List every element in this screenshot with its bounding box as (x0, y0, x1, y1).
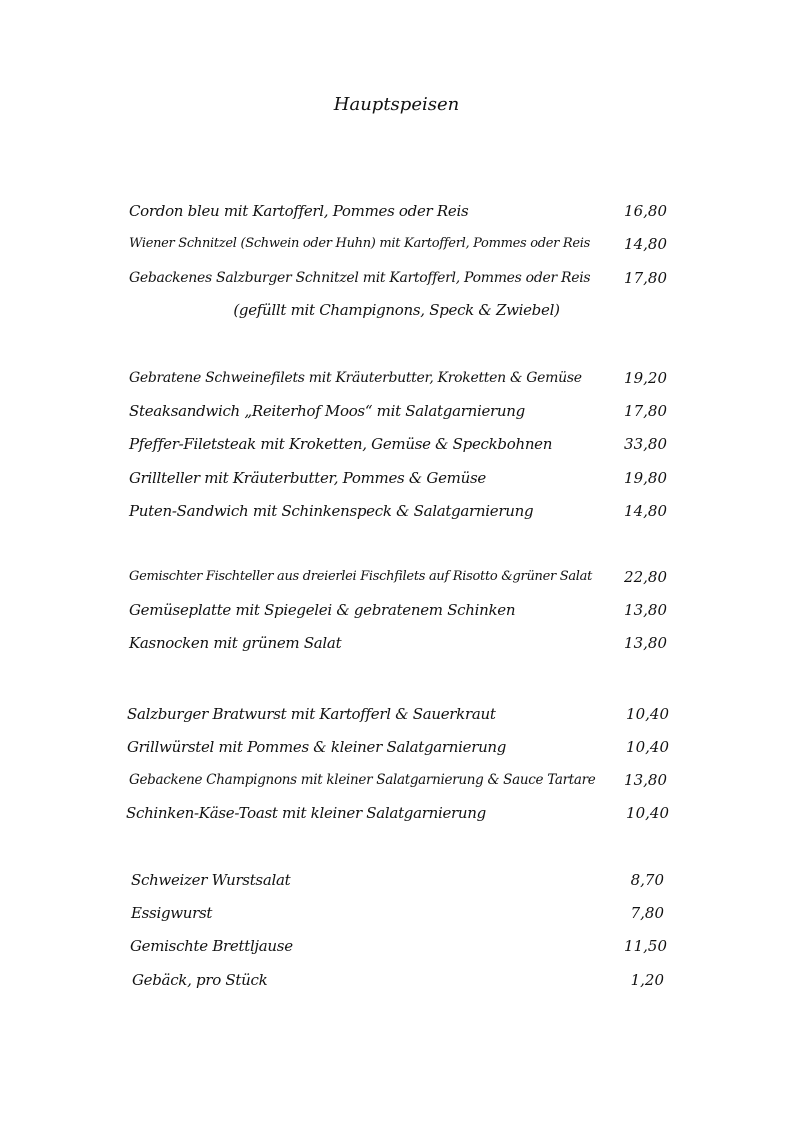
menu-item-price: 14,80 (624, 502, 667, 520)
menu-item (0, 702, 793, 726)
menu-item-name: Schweizer Wurstsalat (131, 871, 291, 889)
menu-item (0, 432, 793, 456)
menu-item-name: Essigwurst (131, 904, 213, 922)
menu-item (0, 768, 793, 792)
menu-item-price: 13,80 (624, 771, 667, 789)
menu-item (0, 266, 793, 290)
menu-item-price: 14,80 (624, 235, 667, 253)
menu-item-price: 16,80 (624, 202, 667, 220)
menu-item-price: 11,50 (624, 937, 667, 955)
menu-item-name: Puten-Sandwich mit Schinkenspeck & Salatgarnierung (129, 502, 534, 520)
menu-item (0, 598, 793, 622)
menu-item-price: 8,70 (630, 871, 664, 889)
menu-item-name: Gemüseplatte mit Spiegelei & gebratenem Schinken (129, 601, 516, 619)
menu-item-price: 22,80 (624, 568, 667, 586)
menu-item (0, 499, 793, 523)
menu-item-name: Gebackene Champignons mit kleiner Salatgarnierung & Sauce Tartare (129, 772, 596, 788)
menu-item-price: 1,20 (630, 971, 664, 989)
menu-item-name: Cordon bleu mit Kartofferl, Pommes oder Reis (129, 202, 469, 220)
menu-item (0, 466, 793, 490)
menu-item-price: 19,20 (624, 369, 667, 387)
menu-item-price: 10,40 (626, 705, 669, 723)
menu-item (0, 399, 793, 423)
menu-item (0, 968, 793, 992)
menu-item-price: 33,80 (624, 435, 667, 453)
menu-item-name: Gebäck, pro Stück (132, 971, 268, 989)
menu-item-name: Gemischte Brettljause (130, 937, 293, 955)
menu-item-name: Gebackenes Salzburger Schnitzel mit Kartofferl, Pommes oder Reis (129, 270, 591, 286)
menu-item-note: (gefüllt mit Champignons, Speck & Zwiebel) (233, 301, 560, 319)
menu-item (0, 631, 793, 655)
menu-item (0, 801, 793, 825)
menu-item-name: Grillwürstel mit Pommes & kleiner Salatgarnierung (127, 738, 507, 756)
menu-item-price: 19,80 (624, 469, 667, 487)
menu-item (0, 366, 793, 390)
menu-item-name: Schinken-Käse-Toast mit kleiner Salatgarnierung (126, 804, 486, 822)
menu-item (0, 735, 793, 759)
menu-item (0, 901, 793, 925)
menu-item (0, 232, 793, 256)
page-title: Hauptspeisen (333, 94, 460, 115)
menu-item (0, 934, 793, 958)
menu-item-price: 17,80 (624, 402, 667, 420)
menu-item-name: Gemischter Fischteller aus dreierlei Fischfilets auf Risotto &grüner Salat (129, 569, 593, 584)
menu-item-price: 13,80 (624, 601, 667, 619)
menu-item (0, 565, 793, 589)
menu-item-name: Salzburger Bratwurst mit Kartofferl & Sauerkraut (127, 705, 496, 723)
menu-item-price: 13,80 (624, 634, 667, 652)
menu-item-price: 7,80 (630, 904, 664, 922)
menu-item-price: 10,40 (626, 738, 669, 756)
menu-item-price: 17,80 (624, 269, 667, 287)
menu-item-name: Steaksandwich „Reiterhof Moos“ mit Salatgarnierung (129, 402, 525, 420)
menu-item-name: Grillteller mit Kräuterbutter, Pommes & Gemüse (129, 469, 486, 487)
menu-item-name: Gebratene Schweinefilets mit Kräuterbutter, Kroketten & Gemüse (129, 370, 582, 386)
menu-item-name: Kasnocken mit grünem Salat (129, 634, 342, 652)
menu-item-name: Pfeffer-Filetsteak mit Kroketten, Gemüse & Speckbohnen (129, 435, 553, 453)
menu-item (0, 868, 793, 892)
menu-item (0, 199, 793, 223)
menu-item-name: Wiener Schnitzel (Schwein oder Huhn) mit Kartofferl, Pommes oder Reis (129, 236, 591, 251)
menu-item-price: 10,40 (626, 804, 669, 822)
